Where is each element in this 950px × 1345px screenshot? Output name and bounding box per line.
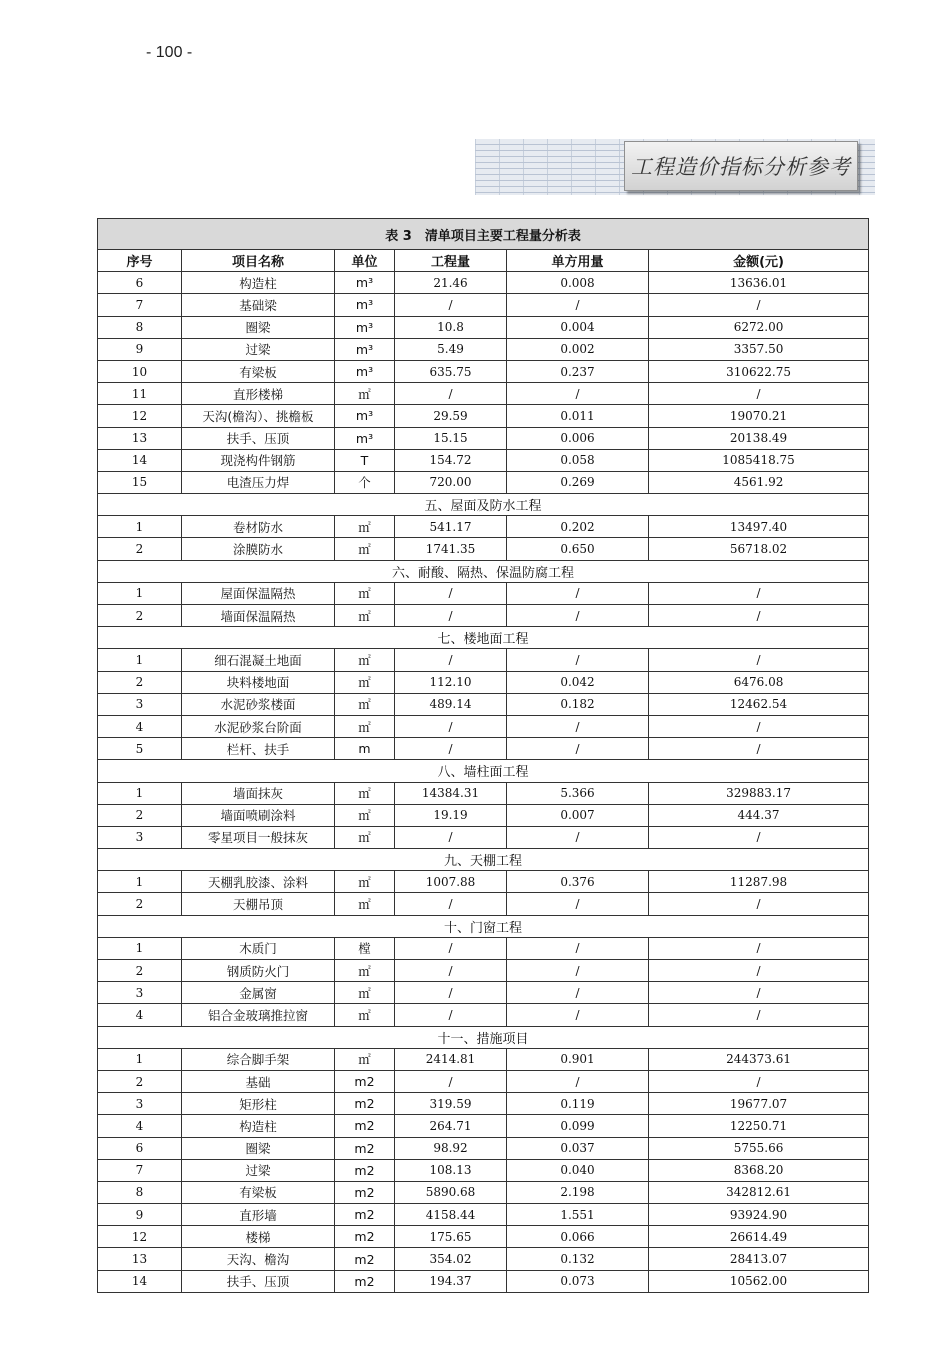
cell-amount: / [649,294,869,316]
cell-quantity: / [395,1004,507,1026]
cell-index: 3 [98,982,182,1004]
cell-unit: ㎡ [335,538,395,560]
cell-quantity: / [395,826,507,848]
cell-unit: ㎡ [335,649,395,671]
table-row [98,316,869,338]
table-row [98,272,869,294]
section-title: 八、墙柱面工程 [98,760,869,782]
page-number: - 100 - [146,44,193,61]
cell-unit: m2 [335,1159,395,1181]
table-row [98,516,869,538]
cell-unit-usage: / [507,893,649,915]
cell-unit: T [335,449,395,471]
table-row [98,693,869,715]
cell-item-name: 块料楼地面 [182,671,335,693]
cell-index: 1 [98,582,182,604]
cell-unit-usage: 0.007 [507,804,649,826]
cell-amount: / [649,1070,869,1092]
cell-unit-usage: / [507,715,649,737]
section-header-row [98,560,869,582]
table-row [98,1004,869,1026]
cell-amount: 56718.02 [649,538,869,560]
cell-index: 1 [98,649,182,671]
cell-amount: 12250.71 [649,1115,869,1137]
cell-quantity: 720.00 [395,471,507,493]
cell-unit-usage: 0.058 [507,449,649,471]
cell-quantity: / [395,715,507,737]
table-row [98,1137,869,1159]
cell-item-name: 墙面保温隔热 [182,605,335,627]
cell-item-name: 基础 [182,1070,335,1092]
cell-quantity: 5.49 [395,338,507,360]
cell-unit-usage: / [507,982,649,1004]
cell-index: 2 [98,538,182,560]
cell-amount: / [649,937,869,959]
cell-quantity: / [395,1070,507,1092]
cell-unit-usage: 0.237 [507,360,649,382]
cell-item-name: 水泥砂浆楼面 [182,693,335,715]
cell-unit-usage: 2.198 [507,1181,649,1203]
cell-unit-usage: / [507,294,649,316]
cell-quantity: 5890.68 [395,1181,507,1203]
cell-unit: ㎡ [335,383,395,405]
cell-index: 3 [98,826,182,848]
cell-amount: / [649,582,869,604]
section-header-row [98,760,869,782]
cell-unit-usage: 1.551 [507,1204,649,1226]
cell-unit: ㎡ [335,804,395,826]
cell-index: 3 [98,1093,182,1115]
table-row [98,1093,869,1115]
cell-amount: 13497.40 [649,516,869,538]
cell-quantity: / [395,294,507,316]
cell-amount: 26614.49 [649,1226,869,1248]
cell-item-name: 圈梁 [182,1137,335,1159]
cell-index: 6 [98,1137,182,1159]
cell-quantity: / [395,960,507,982]
cell-quantity: 29.59 [395,405,507,427]
cell-unit: ㎡ [335,671,395,693]
cell-unit: m³ [335,405,395,427]
cell-unit-usage: / [507,738,649,760]
cell-amount: / [649,715,869,737]
cell-quantity: / [395,893,507,915]
cell-index: 12 [98,1226,182,1248]
section-title: 七、楼地面工程 [98,627,869,649]
cell-quantity: 489.14 [395,693,507,715]
table-row [98,471,869,493]
cell-amount: / [649,605,869,627]
cell-amount: 342812.61 [649,1181,869,1203]
cell-quantity: 264.71 [395,1115,507,1137]
cell-quantity: 1741.35 [395,538,507,560]
section-header-row [98,494,869,516]
cell-index: 2 [98,605,182,627]
cell-quantity: 10.8 [395,316,507,338]
cell-unit-usage: 0.066 [507,1226,649,1248]
cell-item-name: 金属窗 [182,982,335,1004]
section-header-row [98,1026,869,1048]
cell-item-name: 墙面抹灰 [182,782,335,804]
cell-item-name: 扶手、压顶 [182,427,335,449]
header-quantity: 工程量 [395,250,507,272]
cell-index: 1 [98,782,182,804]
cell-amount: 13636.01 [649,272,869,294]
cell-quantity: 2414.81 [395,1048,507,1070]
cell-amount: 19677.07 [649,1093,869,1115]
table-row [98,826,869,848]
cell-item-name: 栏杆、扶手 [182,738,335,760]
header-item-name: 项目名称 [182,250,335,272]
table-row [98,893,869,915]
cell-amount: / [649,1004,869,1026]
cell-index: 7 [98,294,182,316]
cell-amount: / [649,649,869,671]
cell-quantity: / [395,383,507,405]
cell-unit: ㎡ [335,893,395,915]
cell-amount: 244373.61 [649,1048,869,1070]
table-row [98,871,869,893]
section-title: 六、耐酸、隔热、保温防腐工程 [98,560,869,582]
cell-unit: m2 [335,1204,395,1226]
cell-amount: 20138.49 [649,427,869,449]
cell-unit-usage: 0.011 [507,405,649,427]
cell-index: 2 [98,1070,182,1092]
table-row [98,1204,869,1226]
table-row [98,605,869,627]
cell-item-name: 扶手、压顶 [182,1270,335,1292]
cell-item-name: 构造柱 [182,272,335,294]
cell-quantity: 1007.88 [395,871,507,893]
section-title: 十、门窗工程 [98,915,869,937]
cell-amount: 5755.66 [649,1137,869,1159]
table-row [98,671,869,693]
table-row [98,538,869,560]
cell-amount: 3357.50 [649,338,869,360]
cell-item-name: 天沟、檐沟 [182,1248,335,1270]
cell-unit: ㎡ [335,960,395,982]
cell-unit: ㎡ [335,826,395,848]
cell-item-name: 基础梁 [182,294,335,316]
cell-amount: 4561.92 [649,471,869,493]
cell-unit-usage: 0.182 [507,693,649,715]
cell-quantity: 14384.31 [395,782,507,804]
cell-index: 2 [98,893,182,915]
cell-unit: m³ [335,272,395,294]
table-row [98,1270,869,1292]
cell-item-name: 有梁板 [182,1181,335,1203]
cell-quantity: / [395,605,507,627]
cell-unit-usage: 0.099 [507,1115,649,1137]
cell-item-name: 天棚乳胶漆、涂料 [182,871,335,893]
cell-index: 1 [98,871,182,893]
cell-quantity: / [395,738,507,760]
cell-item-name: 墙面喷刷涂料 [182,804,335,826]
table-row [98,804,869,826]
cell-unit-usage: / [507,649,649,671]
cell-item-name: 直形楼梯 [182,383,335,405]
cell-unit-usage: 0.008 [507,272,649,294]
header-index: 序号 [98,250,182,272]
section-title: 十一、措施项目 [98,1026,869,1048]
cell-index: 9 [98,338,182,360]
cell-index: 8 [98,316,182,338]
cell-unit-usage: 0.042 [507,671,649,693]
cell-unit: m2 [335,1115,395,1137]
cell-item-name: 电渣压力焊 [182,471,335,493]
table-row [98,937,869,959]
cell-item-name: 现浇构件钢筋 [182,449,335,471]
cell-index: 9 [98,1204,182,1226]
cell-quantity: 635.75 [395,360,507,382]
cell-index: 2 [98,960,182,982]
cell-unit: ㎡ [335,1048,395,1070]
cell-index: 6 [98,272,182,294]
cell-unit: ㎡ [335,693,395,715]
cell-index: 11 [98,383,182,405]
cell-unit-usage: / [507,383,649,405]
cell-amount: 8368.20 [649,1159,869,1181]
cell-index: 2 [98,804,182,826]
cell-index: 2 [98,671,182,693]
cell-quantity: 108.13 [395,1159,507,1181]
cell-index: 12 [98,405,182,427]
cell-item-name: 过梁 [182,1159,335,1181]
header-unit: 单位 [335,250,395,272]
cell-index: 4 [98,715,182,737]
cell-amount: / [649,826,869,848]
table-row [98,649,869,671]
cell-index: 5 [98,738,182,760]
cell-amount: 6476.08 [649,671,869,693]
cell-quantity: 98.92 [395,1137,507,1159]
table-row [98,582,869,604]
cell-index: 7 [98,1159,182,1181]
cell-item-name: 过梁 [182,338,335,360]
table-row [98,1159,869,1181]
cell-index: 1 [98,1048,182,1070]
cell-quantity: 154.72 [395,449,507,471]
section-header-row [98,849,869,871]
cell-index: 4 [98,1115,182,1137]
cell-item-name: 屋面保温隔热 [182,582,335,604]
cell-unit: ㎡ [335,715,395,737]
cell-unit-usage: 0.002 [507,338,649,360]
cell-unit-usage: 5.366 [507,782,649,804]
cell-unit-usage: / [507,582,649,604]
cell-unit: ㎡ [335,582,395,604]
table-row [98,960,869,982]
table-row [98,738,869,760]
section-header-row [98,627,869,649]
cell-unit: ㎡ [335,605,395,627]
cell-item-name: 圈梁 [182,316,335,338]
cell-unit-usage: / [507,937,649,959]
cell-amount: 12462.54 [649,693,869,715]
cell-unit: ㎡ [335,782,395,804]
cell-unit: ㎡ [335,982,395,1004]
cell-quantity: 319.59 [395,1093,507,1115]
cell-unit: m³ [335,316,395,338]
cell-unit-usage: / [507,1004,649,1026]
cell-unit-usage: / [507,1070,649,1092]
cell-index: 14 [98,1270,182,1292]
cell-unit: m2 [335,1226,395,1248]
table-body [98,272,869,1293]
cell-item-name: 木质门 [182,937,335,959]
cell-unit: m2 [335,1093,395,1115]
cell-quantity: / [395,582,507,604]
cell-unit: m2 [335,1248,395,1270]
cell-unit-usage: 0.650 [507,538,649,560]
cell-index: 14 [98,449,182,471]
cell-amount: 93924.90 [649,1204,869,1226]
cell-item-name: 楼梯 [182,1226,335,1248]
cell-quantity: 4158.44 [395,1204,507,1226]
cell-unit-usage: 0.269 [507,471,649,493]
cell-unit-usage: 0.901 [507,1048,649,1070]
cell-quantity: 175.65 [395,1226,507,1248]
cell-unit-usage: 0.119 [507,1093,649,1115]
cell-unit: m³ [335,338,395,360]
cell-quantity: / [395,937,507,959]
cell-unit-usage: / [507,605,649,627]
cell-unit: 樘 [335,937,395,959]
section-header-row [98,915,869,937]
cell-item-name: 涂膜防水 [182,538,335,560]
cell-item-name: 细石混凝土地面 [182,649,335,671]
cell-unit: m³ [335,427,395,449]
cell-amount: 310622.75 [649,360,869,382]
section-title: 五、屋面及防水工程 [98,494,869,516]
cell-quantity: 194.37 [395,1270,507,1292]
cell-quantity: 21.46 [395,272,507,294]
table-row [98,782,869,804]
cell-quantity: 541.17 [395,516,507,538]
cell-quantity: 354.02 [395,1248,507,1270]
cell-unit-usage: / [507,826,649,848]
cell-amount: / [649,738,869,760]
cell-amount: 444.37 [649,804,869,826]
cell-unit: m2 [335,1181,395,1203]
cell-unit: ㎡ [335,1004,395,1026]
quantity-analysis-table [97,218,869,1293]
cell-quantity: / [395,649,507,671]
table-row [98,427,869,449]
cell-unit: m2 [335,1137,395,1159]
cell-unit: m2 [335,1270,395,1292]
cell-unit: ㎡ [335,516,395,538]
cell-index: 4 [98,1004,182,1026]
cell-item-name: 天棚吊顶 [182,893,335,915]
cell-amount: 19070.21 [649,405,869,427]
cell-unit: m³ [335,360,395,382]
cell-quantity: 15.15 [395,427,507,449]
cell-unit-usage: 0.040 [507,1159,649,1181]
cell-amount: 10562.00 [649,1270,869,1292]
cell-index: 1 [98,516,182,538]
cell-item-name: 水泥砂浆台阶面 [182,715,335,737]
cell-amount: / [649,960,869,982]
cell-quantity: 19.19 [395,804,507,826]
cell-unit: ㎡ [335,871,395,893]
header-amount: 金额(元) [649,250,869,272]
cell-unit-usage: 0.202 [507,516,649,538]
cell-item-name: 直形墙 [182,1204,335,1226]
cell-amount: 11287.98 [649,871,869,893]
cell-unit-usage: 0.037 [507,1137,649,1159]
table-row [98,294,869,316]
cell-index: 8 [98,1181,182,1203]
cell-item-name: 综合脚手架 [182,1048,335,1070]
header-unit-usage: 单方用量 [507,250,649,272]
cell-item-name: 矩形柱 [182,1093,335,1115]
table-row [98,383,869,405]
cell-item-name: 构造柱 [182,1115,335,1137]
cell-unit-usage: 0.006 [507,427,649,449]
table-row [98,360,869,382]
cell-unit: m³ [335,294,395,316]
cell-amount: / [649,383,869,405]
section-title: 九、天棚工程 [98,849,869,871]
cell-index: 15 [98,471,182,493]
cell-unit-usage: 0.132 [507,1248,649,1270]
cell-unit-usage: 0.004 [507,316,649,338]
cell-index: 13 [98,427,182,449]
cell-item-name: 钢质防火门 [182,960,335,982]
table-row [98,715,869,737]
cell-unit-usage: 0.376 [507,871,649,893]
table-row [98,1226,869,1248]
header-banner-title: 工程造价指标分析参考 [624,141,858,191]
cell-amount: 6272.00 [649,316,869,338]
table-title: 表 3 清单项目主要工程量分析表 [98,219,869,250]
cell-quantity: / [395,982,507,1004]
cell-item-name: 天沟(檐沟）、挑檐板 [182,405,335,427]
cell-index: 13 [98,1248,182,1270]
table-row [98,405,869,427]
cell-item-name: 卷材防水 [182,516,335,538]
cell-unit-usage: / [507,960,649,982]
cell-item-name: 铝合金玻璃推拉窗 [182,1004,335,1026]
cell-unit-usage: 0.073 [507,1270,649,1292]
cell-unit: m2 [335,1070,395,1092]
cell-amount: 28413.07 [649,1248,869,1270]
table-row [98,982,869,1004]
cell-item-name: 有梁板 [182,360,335,382]
cell-amount: 329883.17 [649,782,869,804]
cell-index: 1 [98,937,182,959]
table-row [98,1115,869,1137]
table-row [98,1248,869,1270]
table-row [98,1070,869,1092]
cell-amount: 1085418.75 [649,449,869,471]
cell-index: 3 [98,693,182,715]
cell-unit: m [335,738,395,760]
table-row [98,338,869,360]
cell-index: 10 [98,360,182,382]
cell-amount: / [649,982,869,1004]
table-row [98,449,869,471]
cell-amount: / [649,893,869,915]
table-row [98,1181,869,1203]
cell-item-name: 零星项目一般抹灰 [182,826,335,848]
cell-quantity: 112.10 [395,671,507,693]
cell-unit: 个 [335,471,395,493]
table-row [98,1048,869,1070]
